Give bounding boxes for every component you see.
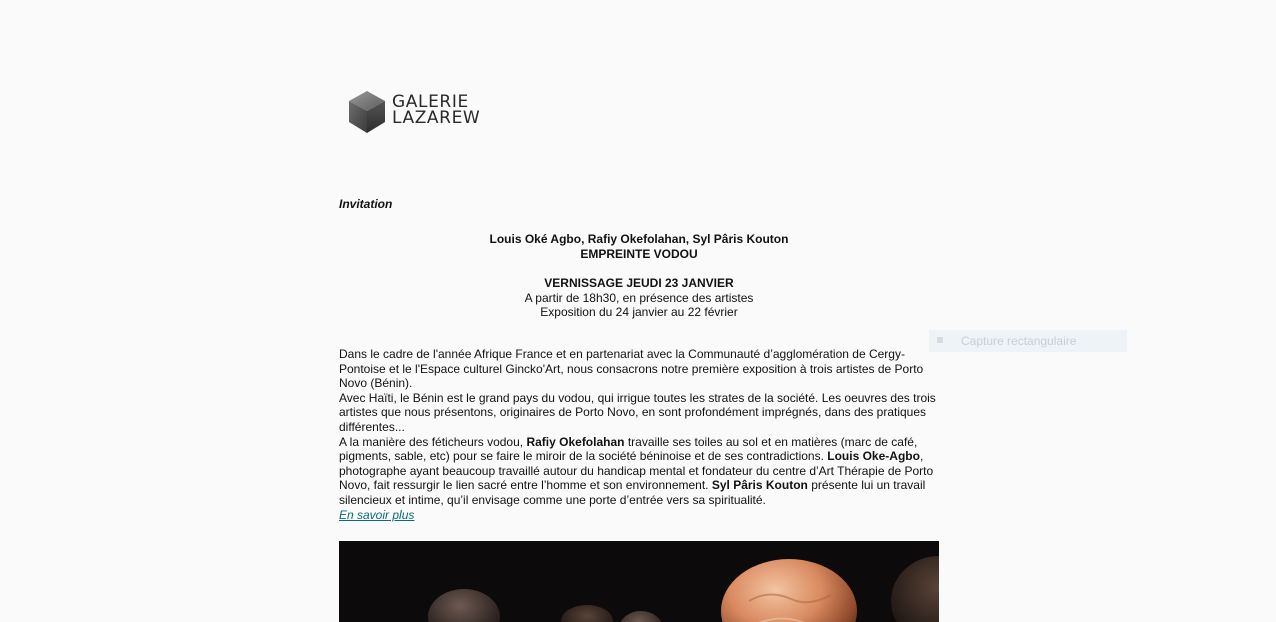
logo-line-1: GALERIE [392,92,469,112]
hexagon-cube-logo-icon [346,89,388,135]
capture-label: Capture rectangulaire [961,334,1077,348]
p3-text-a: A la manière des féticheurs vodou, [339,434,524,449]
artist-name-kouton: Syl Pâris Kouton [711,478,808,493]
stones-artwork-image [339,541,939,622]
artist-name-oke-agbo: Louis Oke-Agbo [827,449,920,464]
invitation-label: Invitation [339,197,393,211]
exhibition-header [339,232,939,261]
description-text [339,347,939,522]
capture-tooltip-overlay [929,330,1127,352]
p3-text-d: présente lui un travail silencieux et intime, qu’il envisage comme une porte d’entrée vers sa spiritualité. [339,478,926,507]
exhibition-title: EMPREINTE VODOU [580,246,698,261]
vernissage-time: A partir de 18h30, en présence des artistes [524,290,754,305]
artists-line: Louis Oké Agbo, Rafiy Okefolahan, Syl Pâris Kouton [489,232,789,246]
exhibition-photo [339,541,939,622]
artist-name-okefolahan: Rafiy Okefolahan [526,434,625,449]
paragraph-3 [339,435,939,508]
vernissage-date: VERNISSAGE JEUDI 23 JANVIER [544,276,734,290]
capture-icon [937,337,943,343]
gallery-logo [346,89,496,135]
paragraph-2: Avec Haïti, le Bénin est le grand pays du vodou, qui irrigue toutes les strates de la société. Les oeuvres des trois artistes que nous présentons, originaires de Porto Novo, en sont profondément imprégnés, dans des pratiques différentes... [339,390,936,434]
p3-text-b: travaille ses toiles au sol et en matières (marc de café, pigments, sable, etc) pour se faire le miroir de la société béninoise et de ses contradictions. [339,434,918,464]
logo-wordmark [392,94,480,126]
p3-text-c: , photographe ayant beaucoup travaillé autour du handicap mental et fondateur du centre d’Art Thérapie de Porto Novo, fait ressurgir le lien sacré entre l’homme et son environnement. [339,449,934,493]
paragraph-1: Dans le cadre de l'année Afrique France et en partenariat avec la Communauté d’agglomération de Cergy-Pontoise et le l'Espace culturel Gincko'Art, nous consacrons notre première exposition à trois artistes de Porto Novo (Bénin). [339,347,924,391]
vernissage-block [339,276,939,320]
exhibition-dates: Exposition du 24 janvier au 22 février [540,305,738,319]
read-more-link[interactable]: En savoir plus [339,507,415,522]
logo-line-2: LAZAREW [392,108,481,128]
